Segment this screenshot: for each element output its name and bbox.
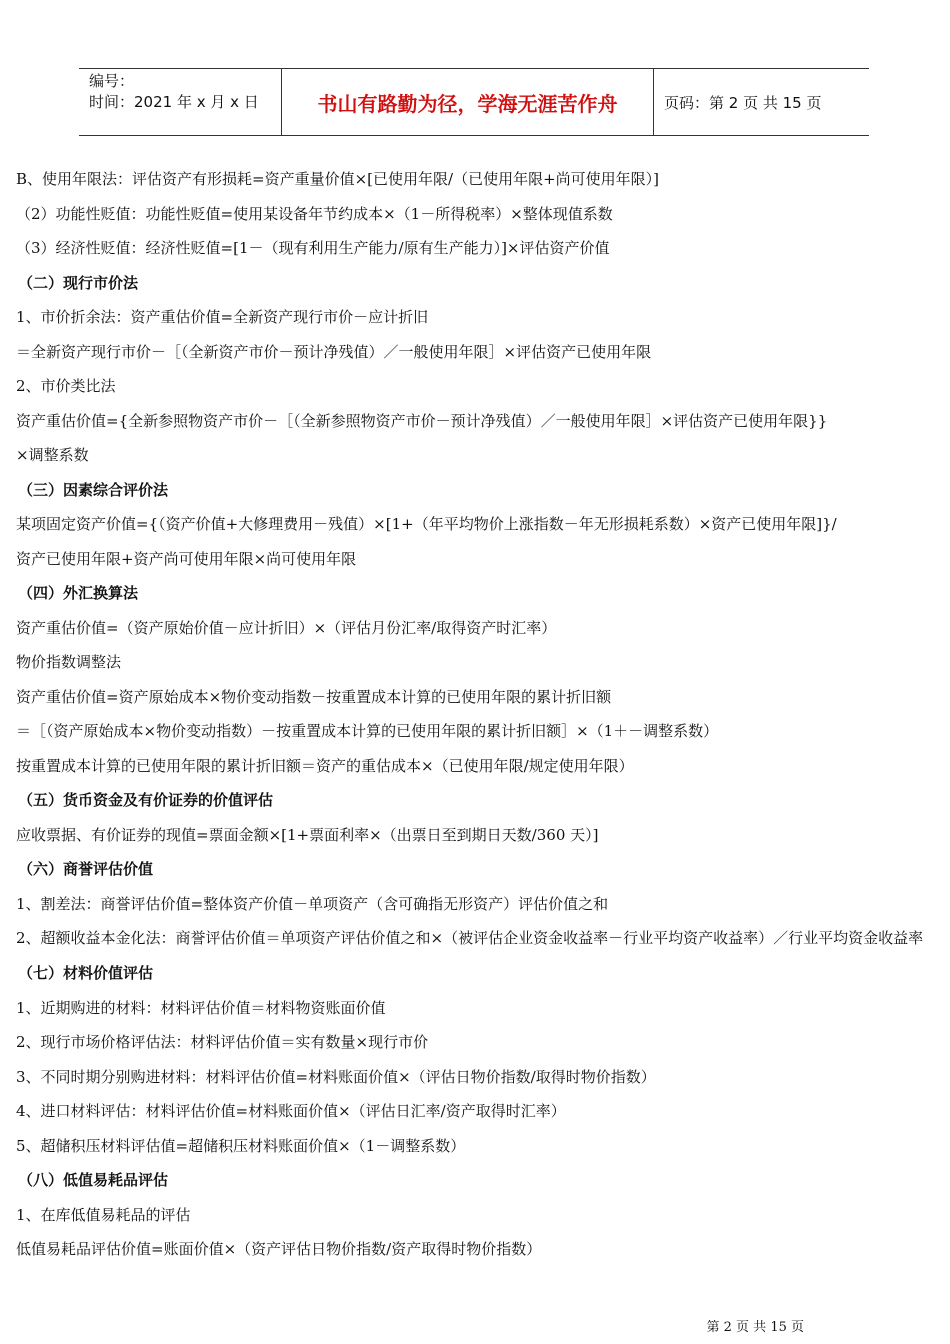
- formula-line: 资产重估价值=（资产原始价值－应计折旧）×（评估月份汇率/取得资产时汇率）: [16, 618, 557, 637]
- formula-line: 2、市价类比法: [16, 377, 116, 395]
- formula-line: 应收票据、有价证券的现值=票面金额×[1+票面利率×（出票日至到期日天数/360 天）]: [16, 825, 599, 844]
- section-heading: （八）低值易耗品评估: [18, 1171, 169, 1189]
- formula-line: 物价指数调整法: [16, 653, 122, 671]
- section-heading: （四）外汇换算法: [18, 584, 139, 602]
- formula-line: 1、近期购进的材料：材料评估价值＝材料物资账面价值: [16, 998, 386, 1017]
- page-footer: 第 2 页 共 15 页: [706, 1320, 804, 1335]
- formula-line: 3、不同时期分别购进材料：材料评估价值=材料账面价值×（评估日物价指数/取得时物价指数）: [16, 1067, 656, 1086]
- formula-line: 低值易耗品评估价值=账面价值×（资产评估日物价指数/资产取得时物价指数）: [16, 1240, 542, 1258]
- formula-line: ＝全新资产现行市价－［（全新资产市价－预计净残值）／一般使用年限］×评估资产已使用年限: [16, 342, 652, 361]
- formula-line: 4、进口材料评估：材料评估价值=材料账面价值×（评估日汇率/资产取得时汇率）: [16, 1102, 566, 1120]
- formula-line: （2）功能性贬值：功能性贬值=使用某设备年节约成本×（1－所得税率）×整体现值系数: [16, 204, 613, 223]
- formula-line: 某项固定资产价值={（资产价值+大修理费用－残值）×[1+（年平均物价上涨指数－年无形损耗系数）×资产已使用年限]}/: [16, 515, 837, 533]
- document-date: 时间：2021 年 x 月 x 日: [89, 93, 259, 111]
- formula-line: 1、市价折余法：资产重估价值=全新资产现行市价－应计折旧: [16, 308, 429, 326]
- page-header: [79, 68, 869, 136]
- formula-line: ＝［（资产原始成本×物价变动指数）－按重置成本计算的已使用年限的累计折旧额］×（1＋－调整系数）: [16, 722, 719, 740]
- section-heading: （六）商誉评估价值: [18, 860, 154, 878]
- formula-line: B、使用年限法：评估资产有形损耗=资产重量价值×[已使用年限/（已使用年限+尚可使用年限）]: [16, 170, 659, 188]
- formula-line: 1、在库低值易耗品的评估: [16, 1205, 191, 1224]
- formula-line: 2、现行市场价格评估法：材料评估价值＝实有数量×现行市价: [16, 1033, 429, 1051]
- section-heading: （五）货币资金及有价证券的价值评估: [18, 791, 274, 809]
- formula-line: ×调整系数: [16, 446, 89, 464]
- section-heading: （七）材料价值评估: [18, 964, 154, 982]
- header-meta: [79, 69, 281, 135]
- formula-line: 5、超储积压材料评估值=超储积压材料账面价值×（1－调整系数）: [16, 1136, 466, 1155]
- section-heading: （二）现行市价法: [18, 273, 139, 292]
- section-heading: （三）因素综合评价法: [18, 480, 169, 499]
- formula-line: 资产重估价值={全新参照物资产市价－［（全新参照物资产市价－预计净残值）／一般使用年限］×评估资产已使用年限}}: [16, 411, 828, 430]
- formula-paragraph: 2、超额收益本金化法：商誉评估价值＝单项资产评估价值之和×（被评估企业资金收益率－行业平均资产收益率）／行业平均资金收益率: [16, 929, 924, 947]
- header-motto: 书山有路勤为径，学海无涯苦作舟: [281, 69, 654, 135]
- formula-line: 资产已使用年限+资产尚可使用年限×尚可使用年限: [16, 549, 357, 568]
- formula-line: 资产重估价值=资产原始成本×物价变动指数－按重置成本计算的已使用年限的累计折旧额: [16, 687, 612, 706]
- document-number-label: 编号：: [89, 72, 135, 90]
- formula-line: 1、割差法：商誉评估价值=整体资产价值－单项资产（含可确指无形资产）评估价值之和: [16, 894, 609, 913]
- formula-line: 按重置成本计算的已使用年限的累计折旧额＝资产的重估成本×（已使用年限/规定使用年限）: [16, 756, 634, 775]
- document-body: [16, 162, 936, 1267]
- header-page-number: 页码：第 2 页 共 15 页: [664, 93, 822, 112]
- formula-line: （3）经济性贬值：经济性贬值=[1－（现有利用生产能力/原有生产能力）]×评估资产价值: [16, 239, 610, 257]
